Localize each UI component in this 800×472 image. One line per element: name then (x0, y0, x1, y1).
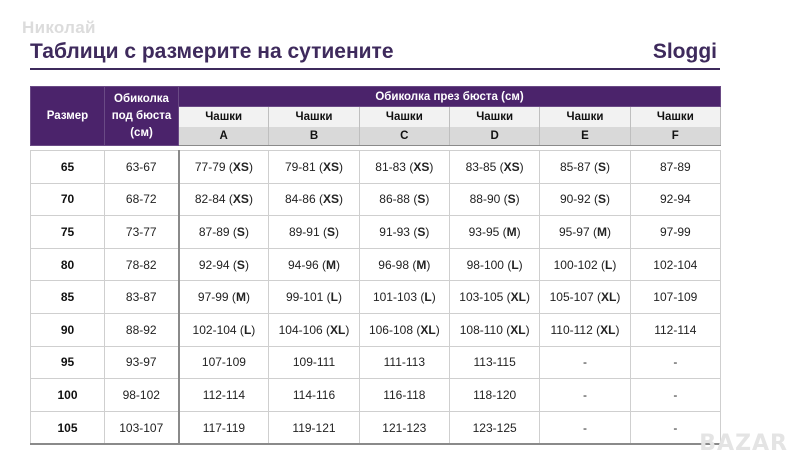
bust-range-cell: 103-105 (XL) (449, 281, 539, 314)
bust-range-cell: 99-101 (L) (269, 281, 359, 314)
cup-letter-header: D (449, 127, 539, 146)
underbust-cell: 88-92 (105, 313, 179, 346)
bust-range: 97-99 (197, 290, 229, 305)
bust-range: 96-98 (378, 257, 409, 272)
bust-range-cell: 110-112 (XL) (540, 313, 630, 346)
watermark-logo: BAZAR (699, 431, 788, 456)
size-cell: 70 (31, 183, 105, 216)
bust-range: 113-115 (473, 355, 516, 370)
bust-range-cell: 85-87 (S) (540, 151, 630, 184)
bust-range: 92-94 (659, 192, 691, 207)
bust-range-cell: 97-99 (M) (179, 281, 269, 314)
bust-range: 95-97 (558, 224, 590, 239)
bust-range: 92-94 (198, 257, 230, 272)
underbust-column-header: Обиколка под бюста (см) (105, 87, 179, 146)
bust-range: 107-109 (653, 290, 698, 305)
bra-size-table (30, 86, 721, 445)
table-row (31, 151, 721, 184)
bust-range-cell (359, 346, 449, 379)
bust-range: - (673, 420, 678, 435)
letter-size: XL (601, 290, 617, 305)
letter-size: XS (503, 159, 520, 174)
bust-range-cell: 94-96 (M) (269, 248, 359, 281)
bust-range: 111-113 (383, 355, 425, 370)
bust-group-header: Обиколка през бюста (см) (179, 87, 721, 107)
bust-range: 93-95 (468, 224, 500, 239)
bust-range-cell: 79-81 (XS) (269, 151, 359, 184)
letter-size: S (327, 224, 336, 239)
table-row (31, 411, 721, 444)
underbust-cell: 78-82 (105, 248, 179, 281)
bust-range: 118-120 (473, 387, 517, 402)
cup-letter-header: A (179, 127, 269, 146)
table-row (31, 216, 721, 249)
underbust-cell: 83-87 (105, 281, 179, 314)
letter-size: XS (413, 159, 430, 174)
bust-range-cell: 93-95 (M) (449, 216, 539, 249)
table-row (31, 379, 721, 412)
bust-range-cell (359, 379, 449, 412)
bust-range-cell (269, 411, 359, 444)
bust-range-cell: 91-93 (S) (359, 216, 449, 249)
title-divider (30, 68, 720, 70)
watermark-text: Николай (22, 18, 96, 37)
bust-range: 86-88 (379, 192, 410, 207)
bust-range: 97-99 (659, 224, 691, 239)
bust-range: 112-114 (654, 322, 697, 337)
letter-size: L (330, 290, 339, 305)
letter-size: S (417, 224, 426, 239)
cup-letter-header: F (630, 127, 720, 146)
bust-range-cell: 102-104 (L) (179, 313, 269, 346)
table-row (31, 281, 721, 314)
underbust-cell: 98-102 (105, 379, 179, 412)
cup-word-header: Чашки (540, 107, 630, 128)
bust-range: 89-91 (288, 224, 320, 239)
bust-range: 103-105 (459, 290, 504, 305)
letter-size: S (597, 192, 606, 207)
cup-word-header: Чашки (269, 107, 359, 128)
letter-size: L (243, 322, 252, 337)
letter-size: L (605, 257, 613, 272)
letter-size: XL (510, 290, 527, 305)
bust-range-cell (630, 183, 720, 216)
letter-size: S (236, 224, 245, 239)
letter-size: M (597, 224, 607, 239)
bust-range: 123-125 (472, 420, 517, 435)
bust-range-cell: 104-106 (XL) (269, 313, 359, 346)
bust-range: 98-100 (466, 257, 504, 272)
letter-size: XL (510, 322, 526, 337)
bust-range: 102-104 (192, 322, 237, 337)
bust-range: 87-89 (659, 159, 691, 174)
bust-range-cell: 92-94 (S) (179, 248, 269, 281)
bust-range: 77-79 (194, 159, 226, 174)
bust-range-cell (630, 379, 720, 412)
letter-size: M (416, 257, 427, 272)
letter-size: S (597, 159, 606, 174)
bust-range-cell (540, 379, 630, 412)
bust-range: - (582, 387, 587, 402)
bust-range-cell (179, 379, 269, 412)
bust-range: 114-116 (292, 387, 336, 402)
letter-size: L (424, 290, 432, 305)
bust-range-cell: 84-86 (XS) (269, 183, 359, 216)
underbust-cell: 68-72 (105, 183, 179, 216)
bust-range: 117-119 (202, 420, 246, 435)
letter-size: L (511, 257, 519, 272)
size-cell: 65 (31, 151, 105, 184)
bust-range: - (673, 355, 678, 370)
bust-range-cell (630, 151, 720, 184)
cup-word-header: Чашки (179, 107, 269, 128)
bust-range: 102-104 (653, 257, 698, 272)
letter-size: XL (420, 322, 436, 337)
bust-range-cell: 90-92 (S) (540, 183, 630, 216)
bust-range-cell: 98-100 (L) (449, 248, 539, 281)
bust-range: 88-90 (469, 192, 501, 207)
bust-range-cell: 77-79 (XS) (179, 151, 269, 184)
bust-range: 109-111 (292, 355, 336, 370)
bust-range-cell (449, 411, 539, 444)
bust-range-cell (540, 411, 630, 444)
bust-range-cell: 87-89 (S) (179, 216, 269, 249)
bust-range-cell (630, 281, 720, 314)
bust-range-cell (540, 346, 630, 379)
letter-size: M (235, 290, 246, 305)
bust-range-cell: 100-102 (L) (540, 248, 630, 281)
bust-range-cell (630, 346, 720, 379)
size-cell: 95 (31, 346, 105, 379)
bust-range-cell (449, 379, 539, 412)
bust-range-cell: 95-97 (M) (540, 216, 630, 249)
bust-range: 91-93 (379, 224, 410, 239)
bust-range: 85-87 (559, 159, 591, 174)
bust-range-cell: 101-103 (L) (359, 281, 449, 314)
bust-range: 119-121 (292, 420, 336, 435)
letter-size: XL (600, 322, 616, 337)
bust-range-cell: 89-91 (S) (269, 216, 359, 249)
bust-range: 101-103 (372, 290, 417, 305)
bust-range: 90-92 (559, 192, 591, 207)
letter-size: S (507, 192, 516, 207)
bust-range-cell (179, 346, 269, 379)
bust-range: 94-96 (287, 257, 319, 272)
bust-range: 116-118 (383, 387, 426, 402)
bust-range-cell: 88-90 (S) (449, 183, 539, 216)
page-title: Таблици с размерите на сутиените (30, 40, 394, 63)
size-cell: 105 (31, 411, 105, 444)
underbust-cell: 63-67 (105, 151, 179, 184)
underbust-cell: 93-97 (105, 346, 179, 379)
bust-range: 99-101 (285, 290, 324, 305)
underbust-cell: 103-107 (105, 411, 179, 444)
bust-range: 105-107 (549, 290, 594, 305)
size-cell: 90 (31, 313, 105, 346)
bust-range-cell (630, 248, 720, 281)
bust-range: 104-106 (278, 322, 323, 337)
underbust-cell: 73-77 (105, 216, 179, 249)
brand-name: Sloggi (652, 40, 717, 63)
table-row (31, 248, 721, 281)
bust-range: 79-81 (284, 159, 316, 174)
bust-range: 106-108 (368, 322, 413, 337)
size-cell: 75 (31, 216, 105, 249)
bust-range-cell: 105-107 (XL) (540, 281, 630, 314)
bust-range-cell: 81-83 (XS) (359, 151, 449, 184)
letter-size: XL (330, 322, 346, 337)
bust-range-cell (269, 379, 359, 412)
bust-range: 82-84 (194, 192, 226, 207)
bust-range: - (582, 420, 587, 435)
bust-range: 81-83 (375, 159, 406, 174)
bust-range-cell: 106-108 (XL) (359, 313, 449, 346)
bust-range-cell: 83-85 (XS) (449, 151, 539, 184)
bust-range-cell: 108-110 (XL) (449, 313, 539, 346)
cup-word-header: Чашки (630, 107, 720, 128)
cup-letter-header: E (540, 127, 630, 146)
cup-letter-header: C (359, 127, 449, 146)
bust-range: 108-110 (459, 322, 503, 337)
bust-range-cell (449, 346, 539, 379)
letter-size: M (326, 257, 337, 272)
bust-range: 107-109 (201, 355, 246, 370)
bust-range: 100-102 (553, 257, 598, 272)
size-cell: 85 (31, 281, 105, 314)
bust-range-cell (630, 313, 720, 346)
bust-range: 121-123 (382, 420, 427, 435)
table-row (31, 183, 721, 216)
cup-letter-header: B (269, 127, 359, 146)
bust-range: - (673, 387, 678, 402)
cup-word-header: Чашки (359, 107, 449, 128)
letter-size: XS (323, 192, 340, 207)
bust-range: - (582, 355, 587, 370)
size-cell: 100 (31, 379, 105, 412)
size-cell: 80 (31, 248, 105, 281)
letter-size: M (506, 224, 517, 239)
letter-size: XS (323, 159, 340, 174)
bust-range-cell (179, 411, 269, 444)
bust-range-cell (269, 346, 359, 379)
bust-range: 112-114 (202, 387, 246, 402)
table-row (31, 346, 721, 379)
bust-range-cell: 86-88 (S) (359, 183, 449, 216)
bust-range: 83-85 (465, 159, 497, 174)
bust-range-cell (630, 216, 720, 249)
letter-size: XS (232, 159, 249, 174)
letter-size: S (236, 257, 245, 272)
bust-range: 84-86 (284, 192, 316, 207)
bust-range: 87-89 (198, 224, 230, 239)
size-column-header: Размер (31, 87, 105, 146)
table-row (31, 313, 721, 346)
bust-range-cell (359, 411, 449, 444)
cup-word-header: Чашки (449, 107, 539, 128)
letter-size: XS (232, 192, 249, 207)
bust-range-cell: 82-84 (XS) (179, 183, 269, 216)
bust-range-cell: 96-98 (M) (359, 248, 449, 281)
letter-size: S (417, 192, 426, 207)
bust-range: 110-112 (550, 322, 593, 337)
